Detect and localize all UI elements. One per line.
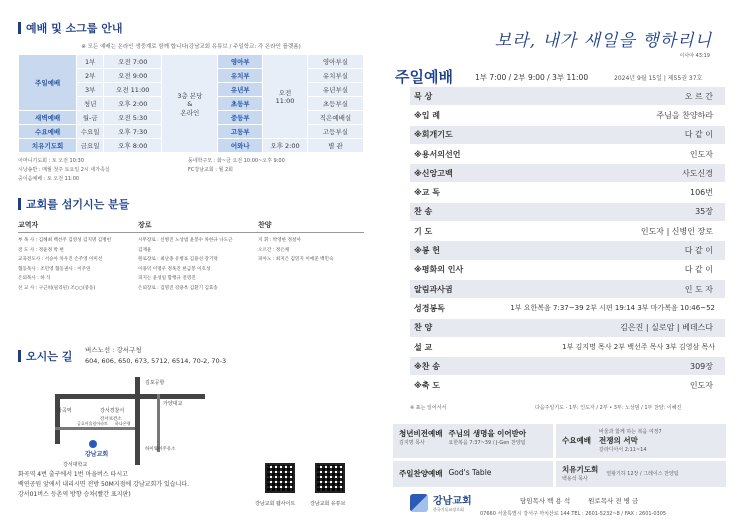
sunday-3-time: 오전 11:00 <box>104 83 162 97</box>
departments-section-title <box>18 196 364 212</box>
order-row <box>410 203 725 222</box>
dawn-day: 월-금 <box>77 111 104 125</box>
school-6-room: 별 관 <box>307 139 363 153</box>
order-value: 다 같 이 <box>684 265 713 275</box>
praise-title: God's Table <box>448 468 492 477</box>
sunday-2-time: 오전 9:00 <box>104 69 162 83</box>
worship-title: 예배 및 소그룹 안내 <box>26 22 123 35</box>
order-row <box>410 164 725 183</box>
directions-section-title <box>18 348 72 364</box>
order-value: 106번 <box>690 188 713 198</box>
map-label: 하나은행 <box>115 421 131 426</box>
header-elders: 장로 <box>138 221 152 229</box>
order-of-service <box>410 87 725 396</box>
title-bar-icon <box>18 22 21 34</box>
dept-line: 피지는 윤성일 함행규 전영진 <box>138 276 196 281</box>
header-pastors: 교역자 <box>18 221 39 229</box>
heal-label: 치유기도회 <box>19 139 77 153</box>
order-label: 기 도 <box>414 226 433 236</box>
dept-line: 원로장로 : 최난종 유병표 김용선 강기락 <box>138 257 218 262</box>
verse-script: 보라, 내가 새일을 행하리니 <box>494 31 712 51</box>
map-label: 강서대학교 <box>63 462 88 467</box>
next-week-note: 다음주일기도 - 1부: 인도자 / 2부 • 3부: 노상범 / 1부 찬양: 이혜진 <box>535 405 682 411</box>
wed-ref: 갈라디아서 2:11~14 <box>598 447 647 453</box>
order-value: 사도신경 <box>682 168 713 178</box>
small-group-info <box>18 157 364 184</box>
order-value: 인 도 자 <box>684 284 713 294</box>
heal-ref: 열왕기하 12장 / 그레이스 찬양팀 <box>606 470 679 477</box>
dept-line: 피아노 : 최지은 김민지 이예준 백민숙 <box>258 257 334 262</box>
qr-youtube-label: 강남교회 유튜브 <box>310 501 346 507</box>
wed-time: 오후 7:30 <box>104 125 162 139</box>
small-left-0: 어머니기도회 : 토 오전 10:30 <box>18 158 84 164</box>
wed-line1: 바울과 함께 하는 복음 여정7 <box>598 429 662 435</box>
school-6: 어와나 <box>218 139 263 153</box>
heal-day: 금요일 <box>77 139 104 153</box>
qr-website-icon[interactable] <box>265 463 295 493</box>
dept-line: 선 교 사 : 구근희(필리핀) 조○○(중동) <box>18 285 96 291</box>
youth-title: 주님의 생명을 이어받아 <box>448 429 527 438</box>
youth-box <box>393 424 553 458</box>
map-label: 강남교회 <box>85 451 109 458</box>
map-label: 금호어울림아파트 <box>77 421 108 426</box>
qr-youtube-icon[interactable] <box>315 463 345 493</box>
order-row <box>410 299 725 318</box>
order-label: 알림과사귐 <box>414 284 453 294</box>
subway-text <box>18 470 258 500</box>
school-1-room: 유치부실 <box>307 69 363 83</box>
order-value: 35장 <box>695 207 713 217</box>
school-3-room: 초등부실 <box>307 97 363 111</box>
map-label: 화곡역 <box>57 408 72 414</box>
order-label: 찬 송 <box>414 207 433 217</box>
sunday-times: 1부 7:00 / 2부 9:00 / 3부 11:00 <box>475 73 589 82</box>
subway-line: 백연공원 앞에서 내리시면 전방 50M지점에 강남교회가 있습니다. <box>18 481 190 488</box>
youth-sub: 김지명 목사 <box>399 440 425 446</box>
verse-banner <box>480 22 730 60</box>
order-value: 다 같 이 <box>684 130 713 140</box>
order-label: ※교 독 <box>414 188 441 198</box>
order-value: 주님을 찬양하라 <box>656 110 713 120</box>
header-praise: 찬양 <box>258 221 272 229</box>
dept-line: 은퇴장로 : 김명진 강용옥 김환기 김효송 <box>138 285 218 291</box>
verse-ref: 이사야 43:19 <box>679 53 710 59</box>
directions-title: 오시는 길 <box>26 350 73 363</box>
title-bar-icon <box>18 350 21 362</box>
sunday-4-time: 오후 2:00 <box>104 97 162 111</box>
order-label: ※회개기도 <box>414 130 453 140</box>
order-mid: 1부 요한복음 7:37~39 2부 시편 19:14 3부 마가복음 10:46~52 <box>510 304 715 313</box>
sunday-label: 주일예배 <box>19 55 77 111</box>
pastor-line <box>520 496 638 505</box>
wed-day: 수요일 <box>77 125 104 139</box>
sunday-1-name: 1부 <box>77 55 104 69</box>
heal-sub: 백용석 목사 <box>562 476 588 482</box>
departments-header <box>18 220 364 233</box>
bus-label: 버스노선 : 강서구청 <box>85 346 142 354</box>
order-label: ※신앙고백 <box>414 168 453 178</box>
school-0: 영아부 <box>218 55 263 69</box>
worship-note: ※ 모든 예배는 온라인 생중계로 함께 합니다(강남교회 유튜브 / 주일학교: 각 온라인 플랫폼) <box>81 44 301 50</box>
subway-line: 강서01버스 등촌역 방향 승차(빨간 표지판) <box>18 491 131 498</box>
order-label: ※봉 헌 <box>414 246 441 256</box>
order-row <box>410 145 725 164</box>
dept-line: 시무장로 : 신병진 노상범 윤봉수 차한규 나도근 <box>138 238 233 243</box>
dept-line: 협동목사 : 조민영 협동권사 : 이주연 <box>18 266 91 272</box>
praise-label: 주일찬양예배 <box>399 469 443 478</box>
order-row <box>410 319 725 338</box>
praise-box <box>393 461 553 487</box>
order-value: 인도자 <box>689 381 713 391</box>
sunday-4-name: 청년 <box>77 97 104 111</box>
dawn-time: 오전 5:30 <box>104 111 162 125</box>
heal-box-label: 치유기도회 <box>562 465 599 474</box>
map-label: 가양대교 <box>163 401 183 407</box>
map-label: 강서보건소 <box>100 417 122 422</box>
heal-box <box>556 461 726 487</box>
dept-line: 이용덕 이명우 정혹진 한금봉 이호성 <box>138 266 211 272</box>
order-value: 309장 <box>690 361 713 371</box>
order-row <box>410 280 725 299</box>
dept-line: 오르간 : 정은채 <box>258 247 290 253</box>
wed-box <box>556 424 726 458</box>
order-row <box>410 261 725 280</box>
order-label: 묵 상 <box>414 91 433 101</box>
school-4-room: 직은예배실 <box>307 111 363 125</box>
youth-label: 청년비전예배 <box>399 429 443 438</box>
order-row <box>410 338 725 357</box>
order-label: ※입 례 <box>414 110 441 120</box>
order-value: 김은진 | 실로암 | 베데스다 <box>620 323 713 333</box>
order-label: ※찬 송 <box>414 361 441 371</box>
order-row <box>410 241 725 260</box>
sunday-1-time: 오전 7:00 <box>104 55 162 69</box>
departments-body <box>18 236 364 293</box>
title-bar-icon <box>18 198 21 210</box>
school-2: 유년부 <box>218 83 263 97</box>
order-row <box>410 106 725 125</box>
order-value: 오 르 간 <box>684 91 713 101</box>
wed-box-label: 수요예배 <box>562 436 591 445</box>
school-3: 초등부 <box>218 97 263 111</box>
map-diagram <box>45 372 215 467</box>
school-time: 오전 11:00 <box>263 55 308 139</box>
main-place: 3층 본당 & 온라인 <box>162 55 218 153</box>
order-label: ※축 도 <box>414 381 441 391</box>
small-left-2: 중이음예배 : 토 오전 11:00 <box>18 176 80 182</box>
church-logo <box>410 492 472 513</box>
order-label: 찬 양 <box>414 323 433 333</box>
order-mid: 1부 김지명 목사 2부 백선주 목사 3부 김영삼 목사 <box>562 343 715 351</box>
awana-time: 오후 2:00 <box>263 139 308 153</box>
map-label: 김포공항 <box>145 380 165 386</box>
school-4: 중등부 <box>218 111 263 125</box>
dept-line: 지 휘 : 박영한 정설아 <box>258 238 301 243</box>
small-right-0: 동네학구모 : 화~금 오전 10:00~오후 9:00 <box>188 158 285 164</box>
order-value: 다 같 이 <box>684 246 713 256</box>
sunday-title: 주일예배 <box>395 68 453 86</box>
order-value: 인도자 <box>689 149 713 159</box>
order-row <box>410 183 725 202</box>
worship-section-title <box>18 20 364 36</box>
senior-pastor: 담임목사 백 용 석 <box>520 497 571 505</box>
dept-line: 은퇴목사 : 하 식 <box>18 276 51 281</box>
bus-numbers: 604, 606, 650, 673, 5712, 6514, 70-2, 70-3 <box>85 357 227 365</box>
dept-line: 부 목 사 : 김혜최 백선주 김영성 김지명 김병헌 <box>18 238 112 243</box>
worship-table <box>18 54 364 153</box>
school-2-room: 유년부실 <box>307 83 363 97</box>
location-pin-icon <box>89 440 97 448</box>
church-address: 07660 서울특별시 강서구 까치산로 144 TEL : 2601-5232~8 / FAX : 2601-0305 <box>480 511 667 517</box>
school-1: 유치부 <box>218 69 263 83</box>
school-5-room: 고등부실 <box>307 125 363 139</box>
order-label: 성경봉독 <box>414 303 445 313</box>
order-row <box>410 376 725 395</box>
church-logo-icon <box>410 494 428 512</box>
emeritus-pastor: 원로목사 전 병 금 <box>588 497 639 505</box>
order-label: 설 교 <box>414 342 433 352</box>
order-value: 인도자 | 신병인 장로 <box>640 226 713 236</box>
departments-title: 교회를 섬기시는 분들 <box>26 198 130 211</box>
order-row <box>410 126 725 145</box>
qr-website-label: 강남교회 웹사이트 <box>255 501 296 507</box>
sunday-3-name: 3부 <box>77 83 104 97</box>
heal-time: 오후 8:00 <box>104 139 162 153</box>
small-right-1: FC강남교회 : 월 2회 <box>188 167 233 173</box>
order-row <box>410 222 725 241</box>
order-row <box>410 357 725 376</box>
dept-line: 교육전도사 : 서승아 차우진 손주영 이미선 <box>18 257 103 262</box>
bus-info <box>85 345 226 367</box>
order-label: ※용서의선언 <box>414 149 461 159</box>
order-label: ※평화의 인사 <box>414 265 464 275</box>
dept-line: 전 도 사 : 정윤정 박 현 <box>18 247 64 253</box>
left-column <box>18 20 364 293</box>
church-denomination: 한국기독교장로회 <box>433 507 464 512</box>
dept-line: 김재윤 <box>138 247 152 253</box>
small-left-1: 시낭송반 : 매월 첫주 토요일 2시 새가족실 <box>18 167 110 173</box>
school-0-room: 영아부실 <box>307 55 363 69</box>
wed-label: 수요예배 <box>19 125 77 139</box>
dawn-label: 새벽예배 <box>19 111 77 125</box>
map-label: 하이웨이주유소 <box>145 447 176 452</box>
standing-note: ※ 표는 일어서서 <box>410 405 447 411</box>
school-5: 고등부 <box>218 125 263 139</box>
youth-ref: 요한복음 7:37~39 / J-Gen 찬양팀 <box>448 440 526 446</box>
church-name: 강남교회 <box>433 496 472 507</box>
order-row <box>410 87 725 106</box>
bulletin-date: 2024년 9월 15일 | 제55권 37호 <box>614 75 703 82</box>
subway-line: 화곡역 4번 출구에서 1번 마을버스 타시고 <box>18 471 128 478</box>
wed-title: 전쟁의 서막 <box>598 436 638 445</box>
sunday-2-name: 2부 <box>77 69 104 83</box>
map-label: 강서경찰서 <box>100 408 125 414</box>
